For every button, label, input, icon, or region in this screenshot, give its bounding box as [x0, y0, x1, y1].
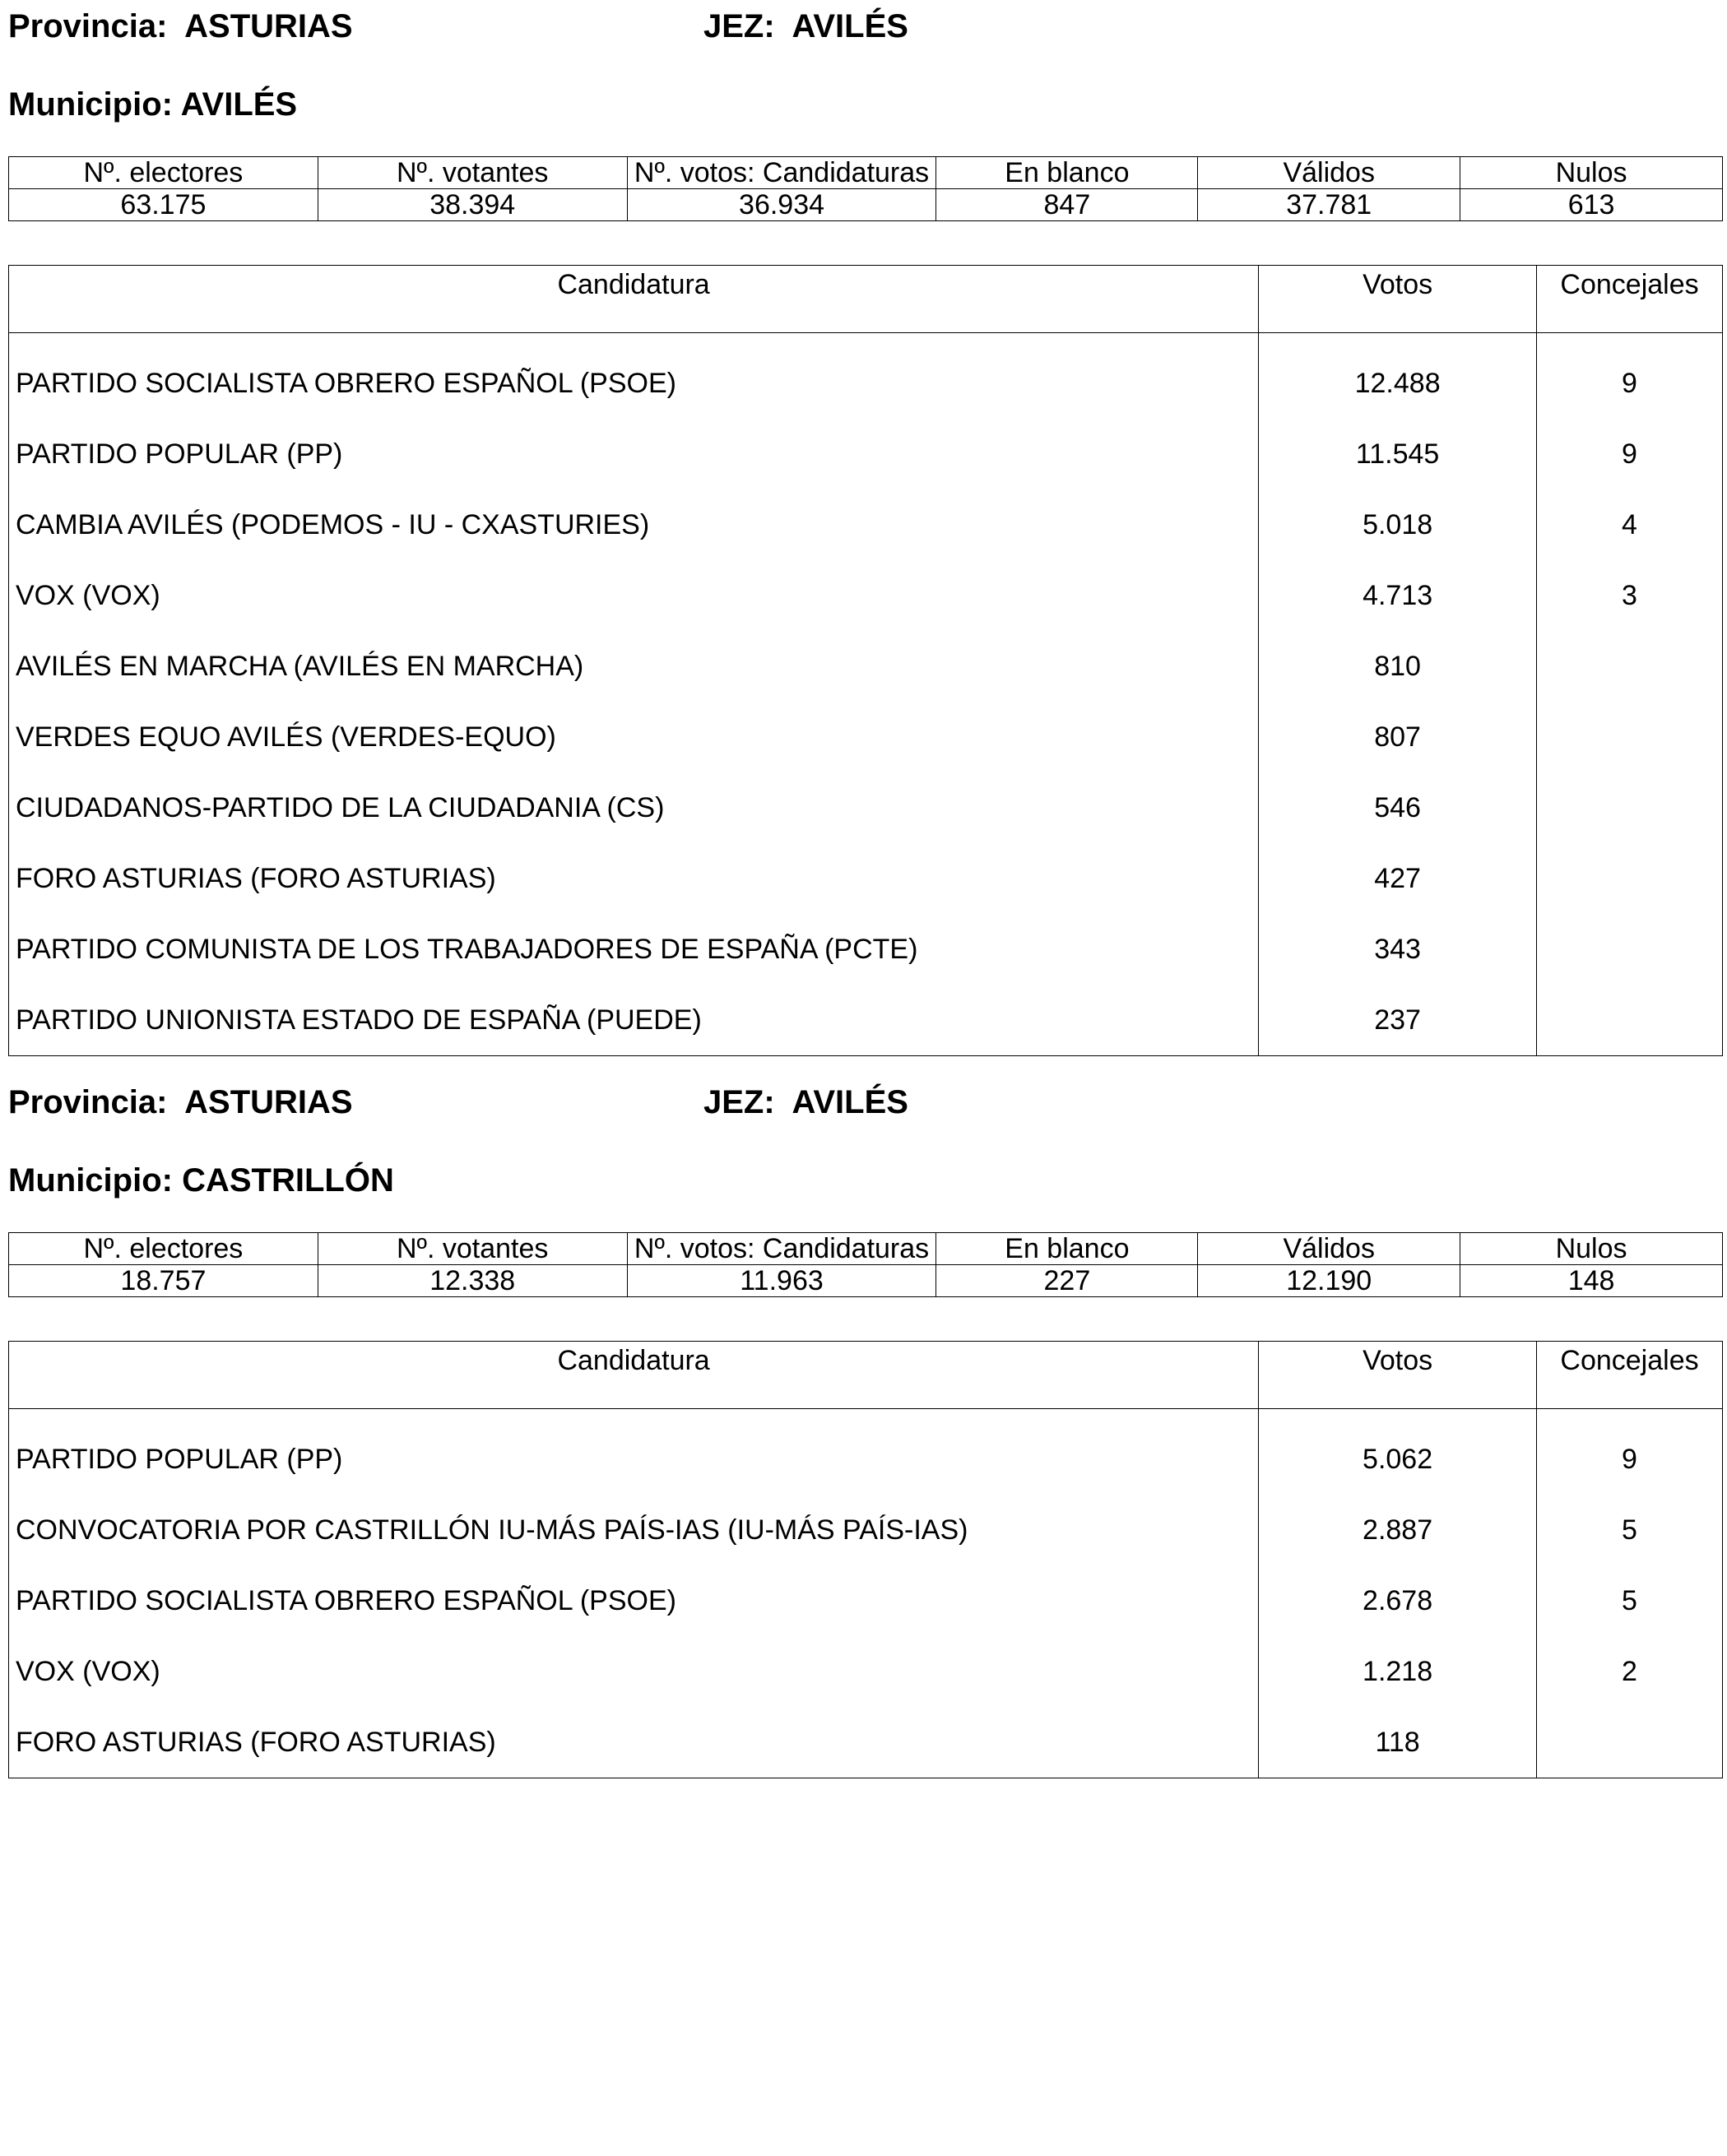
- candidatura-concejales: [1537, 772, 1723, 843]
- candidatura-votos: 11.545: [1259, 419, 1537, 489]
- municipio-label: Municipio:: [8, 86, 173, 123]
- summary-value-nulos: 148: [1460, 1265, 1723, 1297]
- candidatura-votos: 237: [1259, 985, 1537, 1056]
- table-row: [9, 631, 1723, 702]
- candidatura-votos: 427: [1259, 843, 1537, 914]
- municipio-value: CASTRILLÓN: [182, 1162, 394, 1199]
- results-header-row: [9, 266, 1723, 333]
- results-header-votos: Votos: [1259, 1342, 1537, 1409]
- table-row: [9, 560, 1723, 631]
- candidatura-name: PARTIDO COMUNISTA DE LOS TRABAJADORES DE ESPAÑA (PCTE): [9, 914, 1259, 985]
- candidatura-votos: 2.678: [1259, 1565, 1537, 1636]
- summary-table: [8, 1232, 1723, 1297]
- summary-header-nulos: Nulos: [1460, 1233, 1723, 1265]
- results-header-candidatura: Candidatura: [9, 1342, 1259, 1409]
- table-row: [9, 419, 1723, 489]
- summary-value-validos: 37.781: [1198, 189, 1460, 221]
- candidatura-votos: 118: [1259, 1707, 1537, 1778]
- summary-value-votantes: 38.394: [318, 189, 627, 221]
- summary-header-row: [9, 1233, 1723, 1265]
- candidatura-votos: 810: [1259, 631, 1537, 702]
- candidatura-name: CIUDADANOS-PARTIDO DE LA CIUDADANIA (CS): [9, 772, 1259, 843]
- summary-header-electores: Nº. electores: [9, 1233, 318, 1265]
- summary-header-electores: Nº. electores: [9, 157, 318, 189]
- jez-label: JEZ:: [703, 8, 775, 44]
- summary-header-row: [9, 157, 1723, 189]
- summary-header-votos-candidaturas: Nº. votos: Candidaturas: [627, 1233, 936, 1265]
- summary-value-votos-candidaturas: 36.934: [627, 189, 936, 221]
- candidatura-concejales: 2: [1622, 1655, 1637, 1687]
- provincia-heading: [8, 1083, 353, 1122]
- candidatura-concejales: [1537, 702, 1723, 772]
- summary-value-row: [9, 189, 1723, 221]
- summary-value-validos: 12.190: [1198, 1265, 1460, 1297]
- summary-header-nulos: Nulos: [1460, 157, 1723, 189]
- summary-value-nulos: 613: [1460, 189, 1723, 221]
- jez-heading: [703, 1083, 908, 1122]
- candidatura-name: PARTIDO UNIONISTA ESTADO DE ESPAÑA (PUEDE): [9, 985, 1259, 1056]
- table-row: [9, 772, 1723, 843]
- jez-label: JEZ:: [703, 1084, 775, 1120]
- candidatura-name: VERDES EQUO AVILÉS (VERDES-EQUO): [9, 702, 1259, 772]
- candidatura-votos: 4.713: [1259, 560, 1537, 631]
- candidatura-name: VOX (VOX): [9, 560, 1259, 631]
- municipio-value: AVILÉS: [180, 86, 298, 123]
- provincia-label: Provincia:: [8, 8, 168, 44]
- summary-value-votos-candidaturas: 11.963: [627, 1265, 936, 1297]
- table-row: [9, 1707, 1723, 1778]
- table-row: [9, 1495, 1723, 1565]
- summary-value-en-blanco: 847: [936, 189, 1198, 221]
- provincia-heading: [8, 7, 353, 46]
- candidatura-concejales: [1537, 1707, 1723, 1778]
- jez-value: AVILÉS: [792, 8, 908, 44]
- candidatura-name: CONVOCATORIA POR CASTRILLÓN IU-MÁS PAÍS-IAS (IU-MÁS PAÍS-IAS): [9, 1495, 1259, 1565]
- candidatura-votos: 546: [1259, 772, 1537, 843]
- results-header-concejales: Concejales: [1537, 266, 1723, 333]
- table-row: [9, 914, 1723, 985]
- candidatura-name: CAMBIA AVILÉS (PODEMOS - IU - CXASTURIES): [9, 489, 1259, 560]
- summary-value-electores: 18.757: [9, 1265, 318, 1297]
- candidatura-name: PARTIDO POPULAR (PP): [9, 419, 1259, 489]
- summary-value-votantes: 12.338: [318, 1265, 627, 1297]
- candidatura-concejales: 9: [1622, 1443, 1637, 1475]
- candidatura-concejales: 5: [1622, 1514, 1637, 1546]
- results-header-votos: Votos: [1259, 266, 1537, 333]
- candidatura-votos: 12.488: [1259, 333, 1537, 420]
- table-row: [9, 1409, 1723, 1495]
- candidatura-concejales: 9: [1622, 438, 1637, 470]
- candidatura-concejales: 4: [1622, 508, 1637, 540]
- candidatura-votos: 2.887: [1259, 1495, 1537, 1565]
- candidatura-name: PARTIDO SOCIALISTA OBRERO ESPAÑOL (PSOE): [9, 1565, 1259, 1636]
- candidatura-votos: 1.218: [1259, 1636, 1537, 1707]
- candidatura-concejales: 5: [1622, 1584, 1637, 1616]
- candidatura-name: PARTIDO POPULAR (PP): [9, 1409, 1259, 1495]
- summary-header-en-blanco: En blanco: [936, 157, 1198, 189]
- candidatura-votos: 343: [1259, 914, 1537, 985]
- summary-header-votantes: Nº. votantes: [318, 1233, 627, 1265]
- municipio-label: Municipio:: [8, 1162, 173, 1199]
- results-header-candidatura: Candidatura: [9, 266, 1259, 333]
- results-header-concejales: Concejales: [1537, 1342, 1723, 1409]
- table-row: [9, 702, 1723, 772]
- jez-value: AVILÉS: [792, 1084, 908, 1120]
- results-table: [8, 1341, 1723, 1778]
- summary-header-votantes: Nº. votantes: [318, 157, 627, 189]
- candidatura-name: AVILÉS EN MARCHA (AVILÉS EN MARCHA): [9, 631, 1259, 702]
- candidatura-concejales: [1537, 843, 1723, 914]
- municipio-heading: [8, 1161, 394, 1200]
- candidatura-name: PARTIDO SOCIALISTA OBRERO ESPAÑOL (PSOE): [9, 333, 1259, 420]
- provincia-value: ASTURIAS: [184, 8, 353, 44]
- table-row: [9, 843, 1723, 914]
- table-row: [9, 1636, 1723, 1707]
- summary-value-row: [9, 1265, 1723, 1297]
- municipio-heading: [8, 85, 297, 124]
- candidatura-concejales: [1537, 914, 1723, 985]
- summary-header-validos: Válidos: [1198, 157, 1460, 189]
- summary-header-votos-candidaturas: Nº. votos: Candidaturas: [627, 157, 936, 189]
- candidatura-name: VOX (VOX): [9, 1636, 1259, 1707]
- results-header-row: [9, 1342, 1723, 1409]
- results-table: [8, 265, 1723, 1056]
- jez-heading: [703, 7, 908, 46]
- summary-value-en-blanco: 227: [936, 1265, 1198, 1297]
- provincia-value: ASTURIAS: [184, 1084, 353, 1120]
- summary-value-electores: 63.175: [9, 189, 318, 221]
- candidatura-name: FORO ASTURIAS (FORO ASTURIAS): [9, 843, 1259, 914]
- summary-header-validos: Válidos: [1198, 1233, 1460, 1265]
- table-row: [9, 985, 1723, 1056]
- candidatura-name: FORO ASTURIAS (FORO ASTURIAS): [9, 1707, 1259, 1778]
- candidatura-votos: 5.062: [1259, 1409, 1537, 1495]
- candidatura-concejales: 9: [1622, 367, 1637, 399]
- candidatura-concejales: [1537, 985, 1723, 1056]
- candidatura-votos: 5.018: [1259, 489, 1537, 560]
- provincia-label: Provincia:: [8, 1084, 168, 1120]
- table-row: [9, 1565, 1723, 1636]
- candidatura-concejales: [1537, 631, 1723, 702]
- candidatura-concejales: 3: [1622, 579, 1637, 611]
- table-row: [9, 489, 1723, 560]
- candidatura-votos: 807: [1259, 702, 1537, 772]
- summary-table: [8, 156, 1723, 221]
- summary-header-en-blanco: En blanco: [936, 1233, 1198, 1265]
- table-row: [9, 333, 1723, 420]
